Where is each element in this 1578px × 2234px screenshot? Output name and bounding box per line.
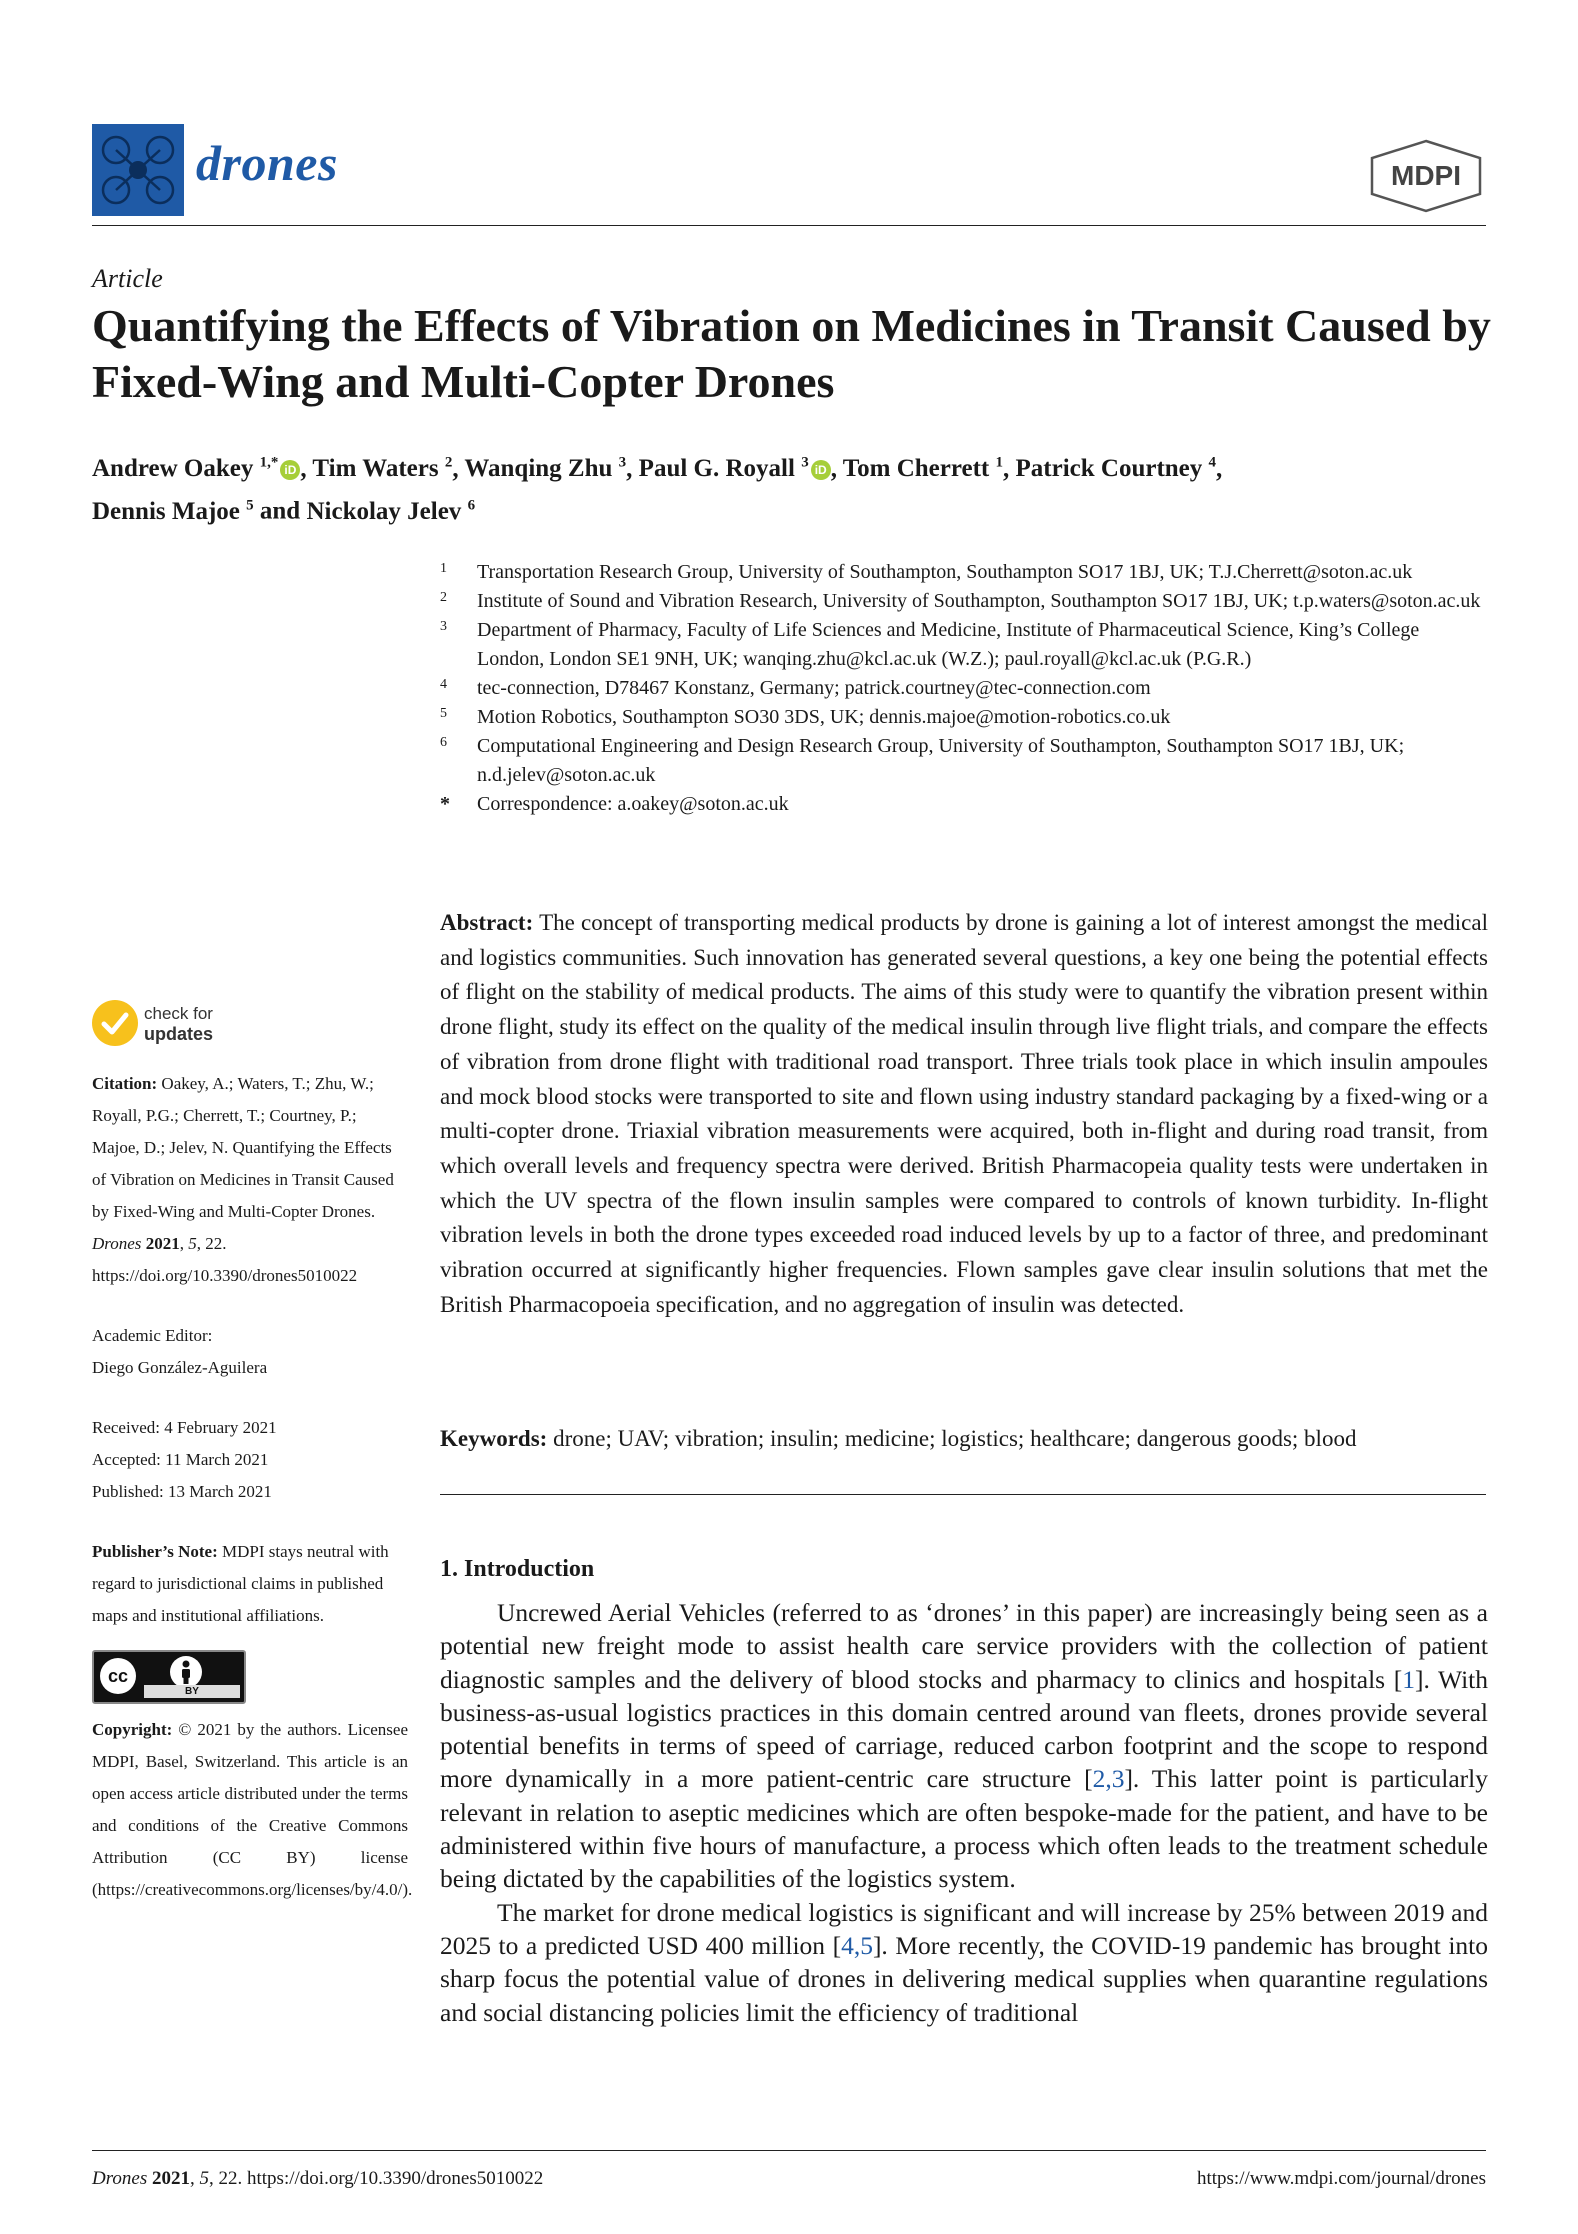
affiliation: 5 Motion Robotics, Southampton SO30 3DS, UK; dennis.majoe@motion-robotics.co.uk	[440, 706, 1171, 728]
author[interactable]: Tom Cherrett $^1$	[842, 455, 1003, 483]
citation-link[interactable]: 4,5	[841, 1930, 873, 1960]
author[interactable]: Dennis Majoe $^5$	[92, 497, 254, 525]
orcid-icon[interactable]: iD	[811, 460, 831, 480]
mdpi-logo-icon	[1368, 138, 1484, 214]
affiliation: 1 Transportation Research Group, University of Southampton, Southampton SO17 1BJ, UK; T.J.Cherrett@soton.ac.uk	[440, 561, 1413, 583]
footer-journal-link[interactable]: https://www.mdpi.com/journal/drones	[1196, 2168, 1486, 2189]
affiliation: 3 Department of Pharmacy, Faculty of Life Sciences and Medicine, Institute of Pharmaceutical Science, King’s College London, London SE1 9NH, UK; wanqing.zhu@kcl.ac.uk (W.Z.); paul.royall@kcl.ac.uk (P.G.R.)	[440, 619, 1420, 670]
cc-by-license-icon[interactable]: cc BY	[92, 1650, 246, 1704]
paragraph: Uncrewed Aerial Vehicles (referred to as ‘drones’ in this paper) are increasingly being seen as a potential new freight mode to assist health care service providers with the collection of patient diagnostic samples and the delivery of blood stocks and pharmacy to clinics and hospitals [1]. With business-as-usual logistics practices in this domain centred around van fleets, drones provide several potential benefits in terms of speed of carriage, reduced carbon footprint and the scope to respond more dynamically in a more patient-centric care structure [2,3]. This latter point is particularly relevant in relation to aseptic medicines which are often bespoke-made for the patient, and have to be administered within five hours of manufacture, a process which often leads to the treatment schedule being dictated by the capabilities of the logistics system.	[440, 1598, 1488, 1894]
introduction-body	[440, 1596, 1488, 2029]
author-list: Andrew Oakey $^{1,*}$ iD , Tim Waters $^2$, Wanqing Zhu $^3$, Paul G. Royall $^3$ iD , Tom Cherrett $^1$, Patrick Courtney $^4$, Dennis Majoe $^5$ and Nickolay Jelev $^6$	[92, 455, 1223, 525]
section-divider	[440, 1494, 1486, 1495]
author[interactable]: Paul G. Royall $^3$ iD	[639, 455, 831, 482]
author[interactable]: Wanqing Zhu $^3$	[464, 455, 627, 483]
author[interactable]: Andrew Oakey $^{1,*}$ iD	[92, 455, 300, 482]
citation: Citation: Oakey, A.; Waters, T.; Zhu, W.; Royall, P.G.; Cherrett, T.; Courtney, P.; Majoe, D.; Jelev, N. Quantifying the Effects of Vibration on Medicines in Transit Caused by Fixed-Wing and Multi-Copter Drones. Drones 2021, 5, 22. https://doi.org/10.3390/drones5010022	[92, 1074, 394, 1285]
correspondence: * Correspondence: a.oakey@soton.ac.uk	[440, 793, 789, 815]
footer-doi-link[interactable]: , 22. https://doi.org/10.3390/drones5010022	[209, 2168, 544, 2189]
received-date: Received: 4 February 2021	[92, 1418, 277, 1437]
sidebar	[92, 1068, 413, 1906]
affiliation: 6 Computational Engineering and Design Research Group, University of Southampton, Southampton SO17 1BJ, UK; n.d.jelev@soton.ac.uk	[440, 735, 1405, 786]
affiliation: 2 Institute of Sound and Vibration Research, University of Southampton, Southampton SO17 1BJ, UK; t.p.waters@soton.ac.uk	[440, 590, 1481, 612]
citation-doi-link[interactable]: , 22. https://doi.org/10.3390/drones5010022	[92, 1234, 358, 1285]
footer-divider	[92, 2150, 1486, 2151]
publisher-note: Publisher’s Note: MDPI stays neutral with regard to jurisdictional claims in published maps and institutional affiliations.	[92, 1542, 389, 1625]
article-title: Quantifying the Effects of Vibration on Medicines in Transit Caused by Fixed-Wing and Multi-Copter Drones	[92, 300, 1491, 407]
citation-link[interactable]: 2,3	[1092, 1764, 1125, 1794]
academic-editor: Diego González-Aguilera	[92, 1358, 268, 1377]
paragraph: The market for drone medical logistics is significant and will increase by 25% between 2019 and 2025 to a predicted USD 400 million [4,5]. More recently, the COVID-19 pandemic has brought into sharp focus the potential value of drones in delivering medical supplies when quarantine regulations and social distancing policies limit the efficiency of traditional	[440, 1897, 1488, 2027]
author[interactable]: Nickolay Jelev $^6$	[306, 497, 476, 525]
published-date: Published: 13 March 2021	[92, 1482, 272, 1501]
affiliation: 4 tec-connection, D78467 Konstanz, Germany; patrick.courtney@tec-connection.com	[440, 677, 1151, 699]
check-updates-line1: check for	[144, 1004, 213, 1023]
section-heading: 1. Introduction	[440, 1556, 595, 1582]
affiliation-list	[440, 558, 1490, 819]
mdpi-logo-text: MDPI	[1391, 160, 1461, 191]
keywords: Keywords: drone; UAV; vibration; insulin; medicine; logistics; healthcare; dangerous goods; blood	[440, 1426, 1357, 1451]
check-for-updates-button[interactable]	[92, 1000, 292, 1050]
drone-icon	[92, 124, 184, 216]
citation-link[interactable]: 1	[1402, 1664, 1415, 1694]
person-icon	[170, 1656, 202, 1688]
header-divider	[92, 225, 1486, 226]
abstract: Abstract: The concept of transporting medical products by drone is gaining a lot of interest amongst the medical and logistics communities. Such innovation has generated several questions, a key one being the potential effects of flight on the stability of medical products. The aims of this study were to quantify the vibration present within drone flight, study its effect on the quality of the medical insulin through live flight trials, and compare the effects of vibration from drone flight with traditional road transport. Three trials took place in which insulin ampoules and mock blood stocks were transported to site and flown using industry standard packaging by a fixed-wing or a multi-copter drone. Triaxial vibration measurements were acquired, both in-flight and during road transit, from which overall levels and frequency spectra were derived. British Pharmacopeia quality tests were undertaken in which the UV spectra of the flown insulin samples were compared to controls of known turbidity. In-flight vibration levels in both the drone types exceeded road induced levels by up to a factor of three, and predominant vibration occurred at significantly higher frequencies. Flown samples gave clear insulin solutions that met the British Pharmacopoeia specification, and no aggregation of insulin was detected.	[440, 910, 1488, 1317]
article-type: Article	[92, 264, 163, 293]
author[interactable]: Patrick Courtney $^4$	[1015, 455, 1217, 483]
copyright: Copyright: © 2021 by the authors. Licensee MDPI, Basel, Switzerland. This article is an open access article distributed under the terms and conditions of the Creative Commons Attribution (CC BY) license (https://creativecommons.org/licenses/by/4.0/).	[92, 1720, 413, 1899]
accepted-date: Accepted: 11 March 2021	[92, 1450, 269, 1469]
academic-editor-label: Academic Editor:	[92, 1326, 213, 1345]
checkmark-icon	[92, 1000, 138, 1046]
author[interactable]: Tim Waters $^2$	[312, 455, 453, 483]
orcid-icon[interactable]: iD	[280, 460, 300, 480]
journal-name: drones	[196, 135, 338, 191]
journal-logo-icon	[92, 124, 184, 216]
check-updates-line2: updates	[144, 1024, 214, 1044]
footer-citation: Drones 2021, 5, 22. https://doi.org/10.3390/drones5010022	[92, 2168, 544, 2189]
